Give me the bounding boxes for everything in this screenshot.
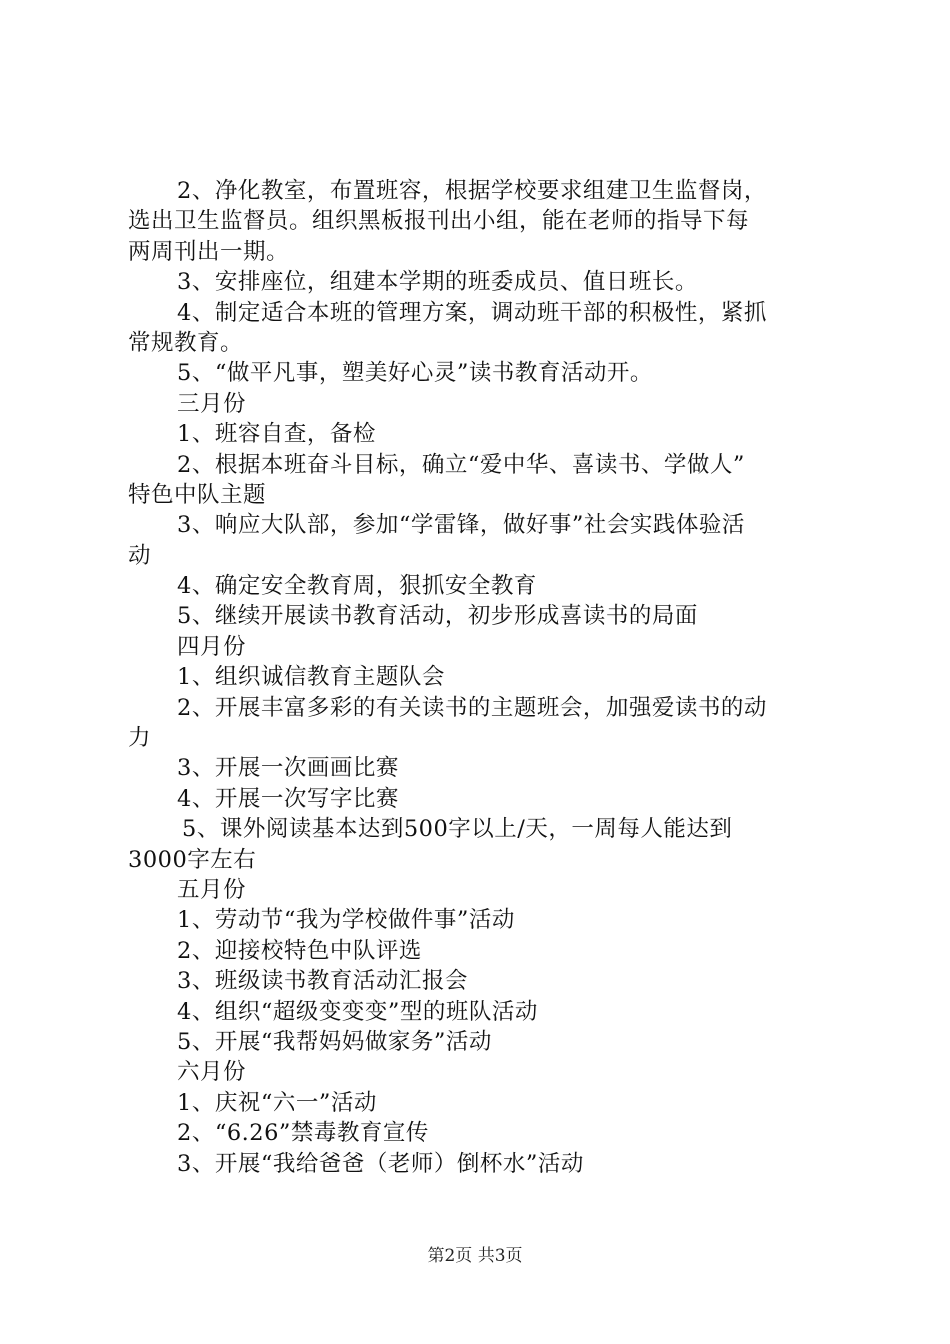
paragraph-line: 常规教育。 (128, 329, 244, 356)
document-body (128, 176, 833, 1179)
paragraph-line: 3、班级读书教育活动汇报会 (177, 968, 468, 995)
paragraph-line: 两周刊出一期。 (128, 238, 290, 265)
paragraph-line: 2、迎接校特色中队评选 (177, 937, 422, 964)
section-heading: 三月份 (177, 390, 247, 417)
paragraph-line: 4、组织“超级变变变”型的班队活动 (177, 998, 538, 1025)
paragraph-line: 5、继续开展读书教育活动，初步形成喜读书的局面 (177, 603, 698, 630)
paragraph-line: 3000字左右 (128, 846, 257, 873)
section-heading: 四月份 (177, 633, 247, 660)
paragraph-line: 4、确定安全教育周，狠抓安全教育 (177, 573, 537, 600)
paragraph-line: 5、开展“我帮妈妈做家务”活动 (177, 1028, 492, 1055)
paragraph-line: 力 (128, 725, 152, 752)
paragraph-line: 3、安排座位，组建本学期的班委成员、值日班长。 (177, 269, 698, 296)
paragraph-line: 1、组织诚信教育主题队会 (177, 664, 445, 691)
paragraph-line: 2、开展丰富多彩的有关读书的主题班会，加强爱读书的动 (177, 694, 767, 721)
section-heading: 五月份 (177, 876, 247, 903)
paragraph-line: 4、开展一次写字比赛 (177, 785, 399, 812)
paragraph-line: 选出卫生监督员。组织黑板报刊出小组，能在老师的指导下每 (128, 208, 750, 235)
paragraph-line: 4、制定适合本班的管理方案，调动班干部的积极性，紧抓 (177, 299, 767, 326)
section-heading: 六月份 (177, 1059, 247, 1086)
paragraph-line: 3、开展“我给爸爸（老师）倒杯水”活动 (177, 1150, 584, 1177)
paragraph-line: 5、“做平凡事，塑美好心灵”读书教育活动开。 (177, 360, 653, 387)
paragraph-line: 2、根据本班奋斗目标，确立“爱中华、喜读书、学做人” (177, 451, 745, 478)
paragraph-line: 2、“6.26”禁毒教育宣传 (177, 1120, 429, 1147)
paragraph-line: 2、净化教室，布置班容，根据学校要求组建卫生监督岗， (177, 178, 767, 204)
paragraph-line: 动 (128, 542, 152, 569)
paragraph-line: 1、班容自查，备检 (177, 421, 376, 448)
paragraph-line: 1、劳动节“我为学校做件事”活动 (177, 907, 515, 934)
paragraph-line: 1、庆祝“六一”活动 (177, 1089, 377, 1116)
paragraph-line: 5、课外阅读基本达到500字以上/天，一周每人能达到 (182, 816, 733, 843)
paragraph-line: 3、响应大队部，参加“学雷锋，做好事”社会实践体验活 (177, 512, 745, 539)
paragraph-line: 特色中队主题 (128, 481, 267, 508)
page-footer: 第2页 共3页 (427, 1246, 523, 1266)
paragraph-line: 3、开展一次画画比赛 (177, 755, 399, 782)
